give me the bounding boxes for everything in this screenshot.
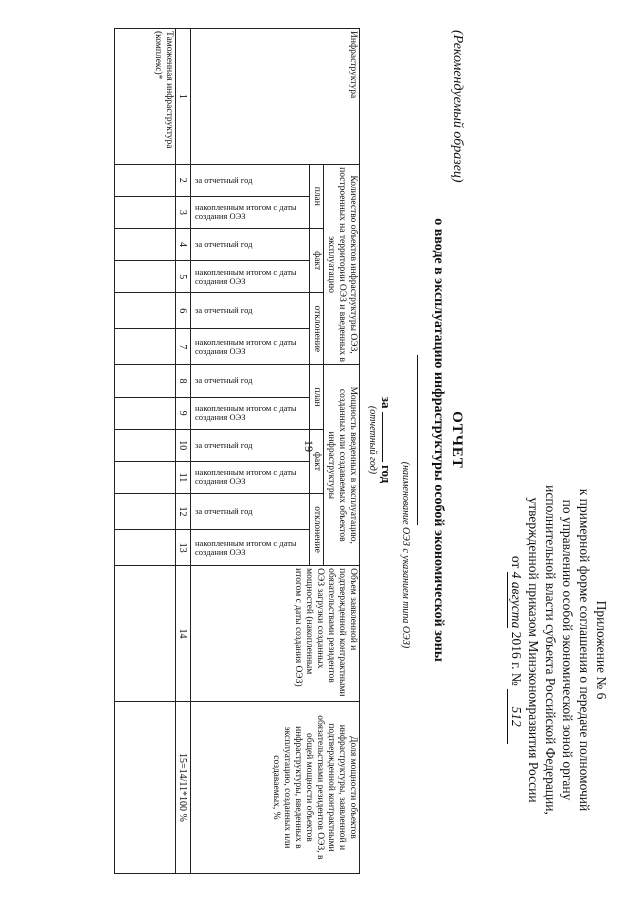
za-label: за [379, 396, 394, 409]
table-row [115, 29, 176, 874]
table-cell [115, 228, 176, 260]
sub-plan: план [310, 365, 324, 429]
col-number: 10 [176, 429, 191, 461]
appendix-line: утвержденной приказом Минэкономразвития России [526, 497, 541, 803]
vh-header [191, 461, 310, 493]
table-cell [115, 530, 176, 566]
order-date-line [507, 420, 525, 880]
col-number: 13 [176, 530, 191, 566]
vh-year: за отчетный год [195, 239, 253, 250]
vh-year: за отчетный год [195, 174, 253, 185]
vh-year: за отчетный год [195, 375, 253, 386]
col-number: 14 [176, 566, 191, 702]
col-number: 12 [176, 494, 191, 530]
vh-header [191, 164, 310, 196]
table-cell [115, 365, 176, 397]
sub-plan: план [310, 164, 324, 228]
vh-cumulative: накопленным итогом с даты создания ОЭЗ [195, 403, 297, 423]
column-number-row [176, 29, 191, 874]
recommended-sample-label: (Рекомендуемый образец) [450, 30, 465, 183]
vh-header [191, 365, 310, 397]
year-hint: (отчетный год) [367, 405, 378, 475]
appendix-line: исполнительной власти субъекта Российской Федерации, [543, 485, 558, 815]
appendix-header [507, 420, 610, 880]
col-capacity-share: Доля мощности объектов инфраструктуры, заявленной и подтвержденной контрактными обязательствами резидентов ОЭЗ, в общей мощности объектов инфраструктуры, введенных в эксплуатацию, созданных или создаваемых, % [191, 701, 360, 873]
table-cell [115, 461, 176, 493]
group-object-count: Количество объектов инфраструктуры ОЭЗ, построенных на территории ОЭЗ и введенных в эксплуатацию [324, 164, 360, 365]
vh-header [191, 293, 310, 329]
table-cell [115, 293, 176, 329]
vh-header [191, 494, 310, 530]
row-label: Таможенная инфраструктура (комплекс)* [115, 29, 176, 165]
report-title-block [367, 160, 465, 720]
page-number: 19 [302, 440, 316, 452]
appendix-line: Приложение № 6 [594, 600, 609, 700]
date-prefix: от [509, 555, 524, 569]
report-subtitle-text: о вводе в эксплуатацию инфраструктуры особой экономической зоны [431, 218, 446, 662]
table-cell [115, 196, 176, 228]
vh-header [191, 228, 310, 260]
appendix-line: к примерной форме соглашения о передаче полномочий [577, 488, 592, 812]
vh-header [191, 196, 310, 228]
vh-cumulative: накопленным итогом с даты создания ОЭЗ [195, 336, 297, 356]
col-number: 8 [176, 365, 191, 397]
sub-deviation: отклонение [310, 494, 324, 566]
col-number: 3 [176, 196, 191, 228]
vh-cumulative: накопленным итогом с даты создания ОЭЗ [195, 266, 297, 286]
sub-fact: факт [310, 228, 324, 292]
table-cell [115, 701, 176, 873]
vh-header [191, 530, 310, 566]
date-suffix: 2016 г. № [509, 631, 524, 686]
zone-name-hint: (наименование ОЭЗ с указанием типа ОЭЗ) [400, 461, 411, 649]
vh-year: за отчетный год [195, 305, 253, 316]
table-cell [115, 494, 176, 530]
sub-fact: факт [310, 429, 324, 493]
vh-header [191, 397, 310, 429]
vh-year: за отчетный год [195, 439, 253, 450]
report-title: ОТЧЕТ [449, 411, 465, 469]
table-cell [115, 164, 176, 196]
col-number: 5 [176, 261, 191, 293]
year-blank [382, 412, 393, 462]
col-declared-volume: Объем заявленной и подтвержденной контрактными обязательствами резидентов ОЭЗ загрузки созданных мощностей (накопленным итогом с даты создания ОЭЗ) [191, 566, 360, 702]
col-number: 4 [176, 228, 191, 260]
vh-cumulative: накопленным итогом с даты создания ОЭЗ [195, 537, 297, 557]
col-number: 15=14/11*100 % [176, 701, 191, 873]
god-label: год [379, 464, 394, 484]
vh-cumulative: накопленным итогом с даты создания ОЭЗ [195, 467, 297, 487]
col-number: 1 [176, 29, 191, 165]
handwritten-order-number: 512 [507, 689, 525, 744]
report-table [114, 28, 360, 874]
year-line [378, 160, 394, 720]
col-number: 2 [176, 164, 191, 196]
col-number: 11 [176, 461, 191, 493]
sub-deviation: отклонение [310, 293, 324, 365]
zone-name-line [417, 355, 430, 525]
report-subtitle [412, 160, 446, 720]
handwritten-date: 4 августа [509, 571, 524, 629]
vh-year: за отчетный год [195, 506, 253, 517]
table-cell [115, 566, 176, 702]
table-cell [115, 261, 176, 293]
vh-header [191, 429, 310, 461]
col-number: 6 [176, 293, 191, 329]
table-cell [115, 329, 176, 365]
appendix-line: по управлению особой экономической зоной органу [560, 499, 575, 801]
vh-cumulative: накопленным итогом с даты создания ОЭЗ [195, 202, 297, 222]
table-cell [115, 397, 176, 429]
col-infrastructure: Инфраструктура [191, 29, 360, 165]
col-number: 7 [176, 329, 191, 365]
rotated-page [20, 20, 620, 880]
vh-header [191, 261, 310, 293]
vh-header [191, 329, 310, 365]
group-capacity: Мощность введенных в эксплуатацию, созданных или создаваемых объектов инфраструктуры [324, 365, 360, 566]
col-number: 9 [176, 397, 191, 429]
table-cell [115, 429, 176, 461]
